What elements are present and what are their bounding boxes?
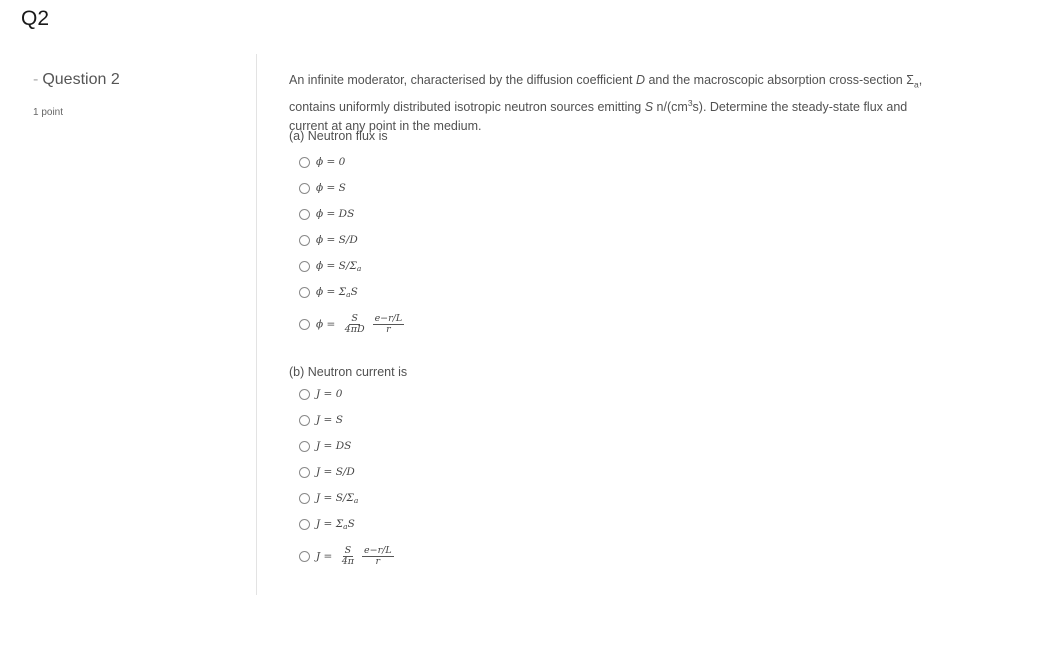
radio-button[interactable] xyxy=(299,519,310,530)
formula-rhs: S xyxy=(335,414,343,426)
question-label xyxy=(33,71,120,89)
radio-button[interactable] xyxy=(299,415,310,426)
formula-lhs: ϕ xyxy=(316,208,324,220)
formula-rhs: S/D xyxy=(335,466,355,478)
option-formula: ϕ = S xyxy=(316,182,346,194)
formula-subscript: a xyxy=(346,289,351,299)
radio-button[interactable] xyxy=(299,467,310,478)
fraction-denominator: r xyxy=(375,555,381,567)
option-formula: $\phi = S/\Sigma_a$ xyxy=(316,259,362,273)
formula-subscript: a xyxy=(353,495,359,505)
prompt-text: current at any point in the medium. xyxy=(289,118,482,133)
fraction-numerator: S xyxy=(351,312,358,324)
prompt-text: n/(cm xyxy=(653,100,688,115)
radio-button[interactable] xyxy=(299,441,310,452)
formula-lhs: ϕ xyxy=(316,156,324,168)
answer-option[interactable] xyxy=(299,490,358,506)
prompt-text: s). Determine the steady-state flux and xyxy=(692,100,908,115)
radio-button[interactable] xyxy=(299,389,310,400)
prompt-subscript: a xyxy=(913,79,919,90)
radio-button[interactable] xyxy=(299,157,310,168)
formula-fraction-group xyxy=(340,546,400,567)
formula-fraction-group xyxy=(343,314,411,335)
question-sidebar xyxy=(0,0,256,600)
formula-rhs-tail: S xyxy=(350,285,358,298)
fraction-numerator: e−r/L xyxy=(364,544,392,556)
page-title: Q2 xyxy=(21,7,50,30)
fraction xyxy=(373,314,405,335)
formula-lhs: J xyxy=(316,517,321,530)
radio-button[interactable] xyxy=(299,209,310,220)
answer-option[interactable] xyxy=(299,544,400,567)
formula-rhs: S xyxy=(338,182,346,194)
answer-option[interactable] xyxy=(299,386,342,402)
fraction xyxy=(343,314,367,335)
radio-button[interactable] xyxy=(299,261,310,272)
radio-button[interactable] xyxy=(299,183,310,194)
formula-rhs: DS xyxy=(338,208,355,220)
option-formula: ϕ = DS xyxy=(316,208,355,220)
option-formula: J = DS xyxy=(316,440,352,452)
formula-rhs: Σ xyxy=(338,285,347,298)
formula-rhs: Σ xyxy=(335,517,344,530)
divider xyxy=(256,54,257,595)
formula-lhs: ϕ xyxy=(316,182,324,194)
option-formula: ϕ = 0 xyxy=(316,156,346,168)
formula-rhs: DS xyxy=(335,440,352,452)
formula-lhs: ϕ xyxy=(316,285,324,298)
fraction-numerator: S xyxy=(344,544,352,556)
part-b-label: (b) Neutron current is xyxy=(289,365,408,379)
radio-button[interactable] xyxy=(299,287,310,298)
fraction-denominator: 4πD xyxy=(344,323,365,335)
formula-rhs: 0 xyxy=(335,388,343,400)
answer-option[interactable] xyxy=(299,464,355,480)
formula-rhs-tail: S xyxy=(347,517,355,530)
formula-lhs: ϕ xyxy=(316,318,324,330)
option-formula: $J = S/\Sigma_a$ xyxy=(316,491,359,505)
formula-lhs: J xyxy=(316,388,321,400)
formula-rhs: 0 xyxy=(338,156,346,168)
prompt-text: , xyxy=(918,73,923,87)
formula-subscript: a xyxy=(343,521,348,531)
fraction-denominator: r xyxy=(386,323,391,335)
formula-rhs: S/Σ xyxy=(335,491,354,504)
question-prompt xyxy=(289,71,949,135)
answer-option[interactable] xyxy=(299,232,358,248)
formula-lhs: ϕ xyxy=(316,259,324,272)
radio-button[interactable] xyxy=(299,235,310,246)
formula-subscript: a xyxy=(356,263,362,273)
question-points: 1 point xyxy=(33,107,64,118)
option-formula: $J = \Sigma_aS$ xyxy=(316,517,355,531)
fraction xyxy=(362,546,394,567)
answer-option[interactable] xyxy=(299,516,355,532)
option-formula: ϕ = $\frac{S}{4\pi D}$ $\frac{e-r/L}{r}$ xyxy=(316,314,410,335)
prompt-superscript: 3 xyxy=(687,98,693,108)
radio-button[interactable] xyxy=(299,551,310,562)
option-formula: J = $\frac{S}{4\pi}$ $\frac{e-r/L}{r}$ xyxy=(316,546,400,567)
fraction xyxy=(340,546,356,567)
answer-option[interactable] xyxy=(299,154,345,170)
collapse-dash-icon[interactable]: - xyxy=(33,71,39,88)
formula-lhs: J xyxy=(316,440,321,452)
prompt-symbol-d: D xyxy=(635,73,645,87)
option-formula: J = S xyxy=(316,414,343,426)
option-formula: ϕ = S/D xyxy=(316,234,358,246)
formula-rhs: S/D xyxy=(338,234,358,246)
prompt-text: contains uniformly distributed isotropic neutron sources emitting xyxy=(289,100,645,115)
prompt-text: An infinite moderator, characterised by the diffusion coefficient xyxy=(289,73,636,87)
answer-option[interactable] xyxy=(299,412,343,428)
question-label-text: Question 2 xyxy=(42,71,120,88)
formula-lhs: J xyxy=(316,491,321,504)
prompt-text: and the macroscopic absorption cross-section Σ xyxy=(645,73,914,87)
formula-lhs: J xyxy=(316,414,321,426)
answer-option[interactable] xyxy=(299,258,361,274)
part-a-label: (a) Neutron flux is xyxy=(289,129,388,143)
radio-button[interactable] xyxy=(299,493,310,504)
formula-lhs: J xyxy=(316,466,321,478)
answer-option[interactable] xyxy=(299,206,354,222)
option-formula: J = 0 xyxy=(316,388,343,400)
option-formula: J = S/D xyxy=(316,466,355,478)
answer-option[interactable] xyxy=(299,284,358,300)
answer-option[interactable] xyxy=(299,312,410,335)
answer-option[interactable] xyxy=(299,438,351,454)
prompt-symbol-s: S xyxy=(644,100,654,115)
formula-rhs: S/Σ xyxy=(338,259,357,272)
fraction-numerator: e−r/L xyxy=(374,312,403,324)
radio-button[interactable] xyxy=(299,319,310,330)
formula-lhs: ϕ xyxy=(316,234,324,246)
option-formula: $\phi = \Sigma_aS$ xyxy=(316,285,358,299)
fraction-denominator: 4π xyxy=(341,555,354,567)
formula-lhs: J xyxy=(316,550,321,562)
answer-option[interactable] xyxy=(299,180,346,196)
